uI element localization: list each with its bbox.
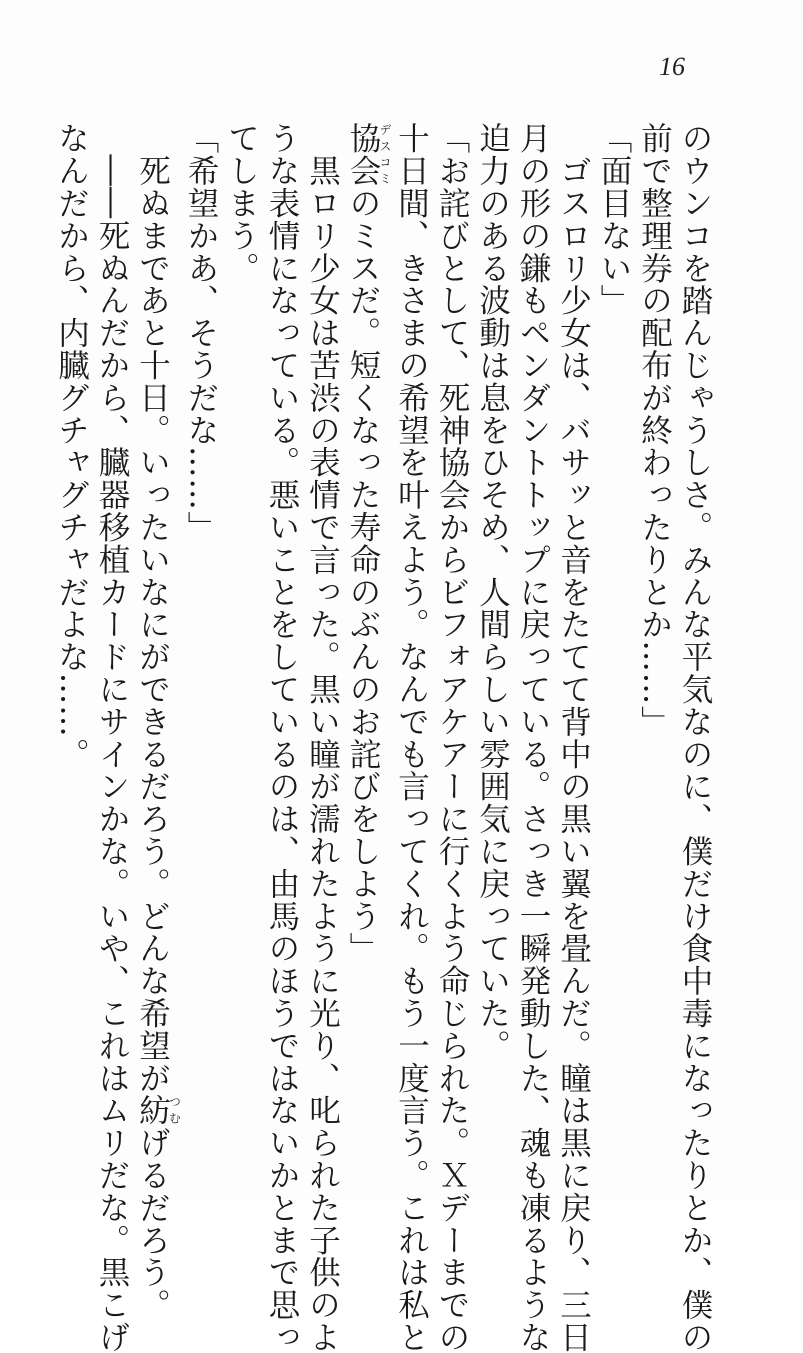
text-line-6: 迫力のある波動は息をひそめ、人間らしい雰囲気に戻っていた。 [474, 122, 511, 1062]
ruby-base: 協会 [345, 122, 381, 187]
text-line-1: のウンコを踏んじゃうしさ。みんな平気なのに、僕だけ食中毒になったりとか、僕の [677, 122, 713, 1353]
ruby-deathcomm [345, 122, 392, 187]
text-line-16: なんだから、内臓グチャグチャだよな……。 [53, 122, 90, 770]
text-line-3: 「面目ない」 [596, 122, 632, 317]
text-line-2: 前で整理券の配布が終わったりとか……」 [636, 122, 673, 738]
text-line-7: 「お詫びとして、死神協会からビフォアケアーに行くよう命じられた。Ｘデーまでの [434, 122, 470, 1353]
text-line-14: 死ぬまであと十日。いったいなにができるだろう。どんな希望が紡つむげるだろう。 [134, 122, 182, 1321]
text-line-11: うな表情になっている。悪いことをしているのは、由馬のほうではないかとまで思っ [264, 122, 300, 1353]
text-line-12: てしまう。 [223, 122, 260, 284]
vertical-text-body [51, 122, 715, 1353]
text-line-8: 十日間、きさまの希望を叶えよう。なんでも言ってくれ。もう一度言う。これは私と [393, 122, 430, 1353]
text-line-9 [343, 122, 392, 1132]
ruby-reading: デスコミ [378, 122, 392, 187]
text-line-15: ――死ぬんだから、臓器移植カードにサインかな。いや、これはムリだな。黒こげ [94, 122, 130, 1353]
text-line-4: ゴスロリ少女は、バサッと音をたてて背中の黒い翼を畳んだ。瞳は黒に戻り、三日 [555, 122, 592, 1353]
ruby-tsumu: 紡つむ [134, 1094, 182, 1127]
text-line-10: 黒ロリ少女は苦渋の表情で言った。黒い瞳が濡れたように光り、叱られた子供のよ [304, 122, 341, 1353]
ruby-reading-tsumu: つむ [167, 1094, 182, 1127]
text-line-9-rest: のミスだ。短くなった寿命のぶんのお詫びをしよう」 [345, 186, 381, 965]
page-number: 16 [659, 52, 685, 81]
text-line-13: 「希望かあ、そうだな……」 [183, 122, 219, 544]
text-line-5: 月の形の鎌もペンダントトップに戻っている。さっき一瞬発動した、魂も凍るような [515, 122, 551, 1353]
